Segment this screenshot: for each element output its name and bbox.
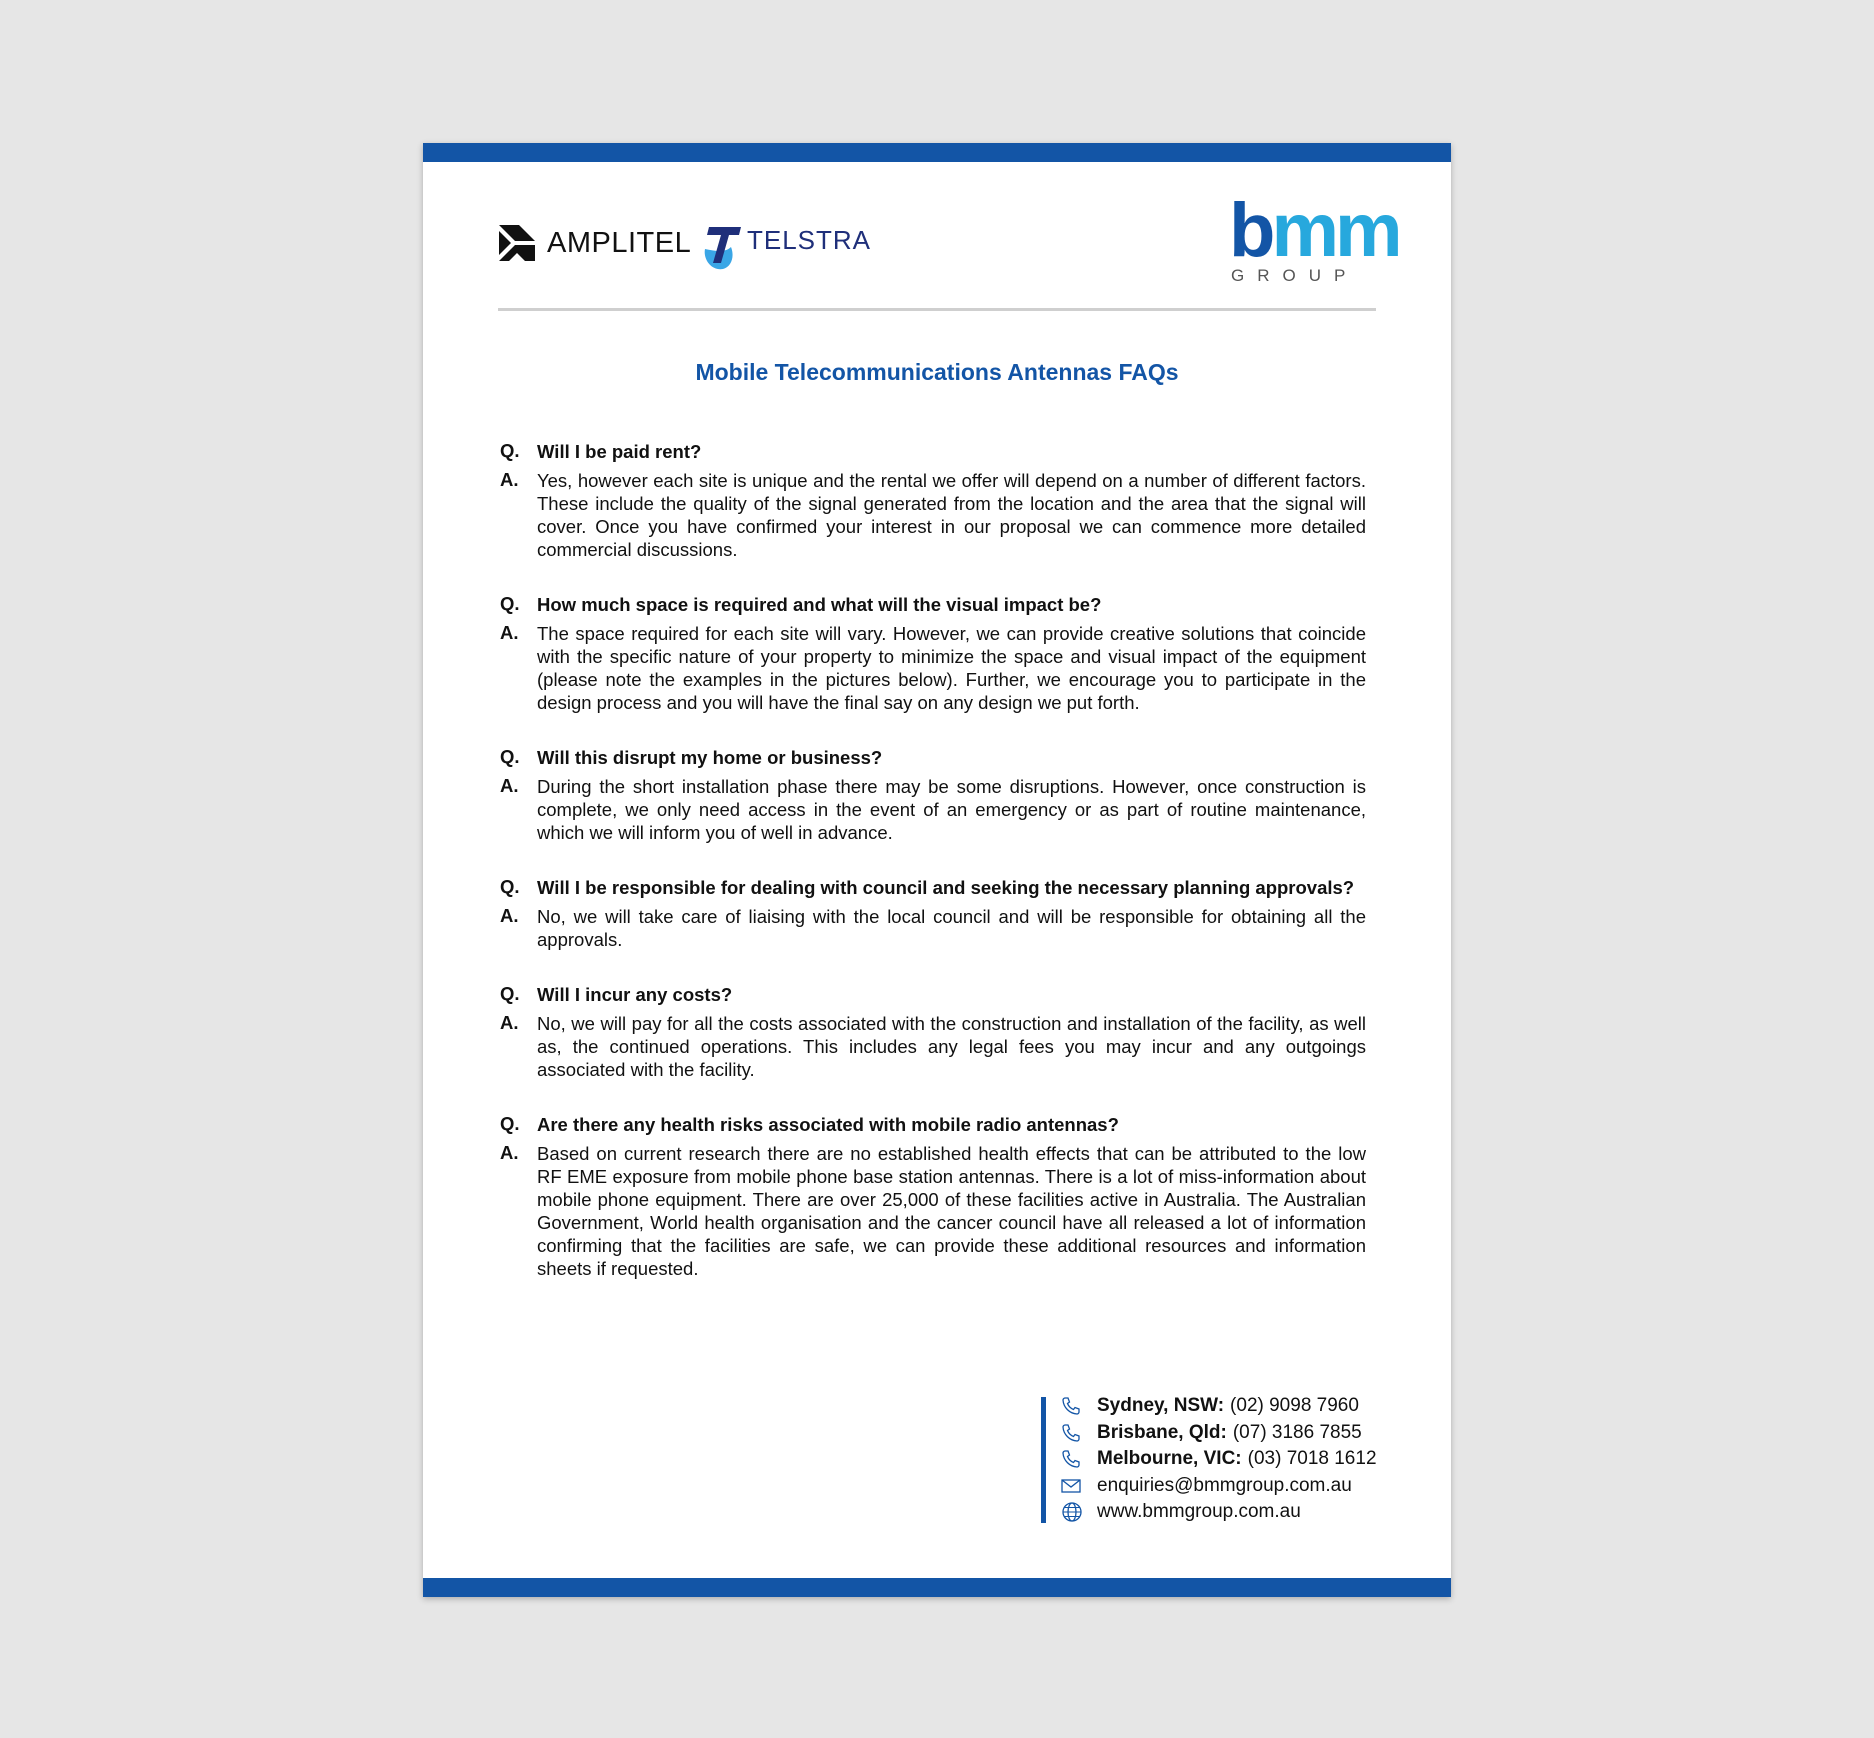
answer-tag: A.: [500, 1142, 519, 1163]
faq-answer: No, we will pay for all the costs associated with the construction and installation of the facility, as well as, the continued operations. This includes any legal fees you may incur and any outgoings associated with the facility.: [537, 1013, 1366, 1080]
faq-answer: No, we will take care of liaising with the local council and will be responsible for obtaining all the approvals.: [537, 906, 1366, 950]
question-tag: Q.: [500, 876, 520, 897]
faq-question: Will this disrupt my home or business?: [537, 747, 883, 768]
contact-accent-line: [1041, 1397, 1046, 1523]
contact-phone-sydney[interactable]: [1061, 1393, 1441, 1420]
faq-answer: Based on current research there are no established health effects that can be attributed to the low RF EME exposure from mobile phone base station antennas. There is a lot of miss-information about mobile phone equipment. There are over 25,000 of these facilities active in Australia. The Australian Government, World health organisation and the cancer council have all released a lot of information confirming that the facilities are safe, we can provide these additional resources and information sheets if requested.: [537, 1143, 1366, 1279]
amplitel-logo: [497, 223, 691, 263]
bmm-group-logo: [1229, 188, 1399, 285]
phone-number: (03) 7018 1612: [1247, 1448, 1377, 1470]
faq-question: Will I be paid rent?: [537, 441, 702, 462]
telstra-wordmark: TELSTRA: [747, 225, 872, 255]
contact-website[interactable]: [1061, 1499, 1441, 1526]
question-tag: Q.: [500, 593, 520, 614]
answer-tag: A.: [500, 1012, 519, 1033]
faq-question: Are there any health risks associated with mobile radio antennas?: [537, 1114, 1119, 1135]
phone-icon: [1061, 1448, 1087, 1470]
telstra-t-icon: [701, 223, 743, 271]
answer-tag: A.: [500, 775, 519, 796]
email-address: enquiries@bmmgroup.com.au: [1097, 1474, 1352, 1496]
faq-list: [500, 440, 1366, 1312]
faq-item: [500, 876, 1366, 951]
answer-tag: A.: [500, 469, 519, 490]
faq-question: Will I incur any costs?: [537, 984, 733, 1005]
faq-question: Will I be responsible for dealing with council and seeking the necessary planning approvals?: [537, 877, 1355, 898]
contact-email[interactable]: [1061, 1473, 1441, 1500]
question-tag: Q.: [500, 1113, 520, 1134]
amplitel-mark-icon: [497, 223, 537, 263]
bmm-group-label: GROUP: [1231, 266, 1359, 285]
globe-icon: [1061, 1501, 1087, 1523]
question-tag: Q.: [500, 983, 520, 1004]
bottom-color-bar: [423, 1578, 1451, 1597]
website-url: www.bmmgroup.com.au: [1097, 1501, 1301, 1523]
amplitel-wordmark: AMPLITEL: [547, 226, 692, 259]
phone-label: Brisbane, Qld:: [1097, 1421, 1227, 1443]
faq-answer: The space required for each site will vary. However, we can provide creative solutions that coincide with the specific nature of your property to minimize the space and visual impact of the equipment (please note the examples in the pictures below). Further, we encourage you to participate in the design process and you will have the final say on any design we put forth.: [537, 623, 1366, 713]
faq-item: [500, 746, 1366, 844]
top-color-bar: [423, 143, 1451, 162]
contact-phone-brisbane[interactable]: [1061, 1420, 1441, 1447]
phone-number: (02) 9098 7960: [1230, 1395, 1359, 1417]
faq-item: [500, 1113, 1366, 1280]
phone-icon: [1061, 1422, 1087, 1444]
faq-item: [500, 440, 1366, 561]
question-tag: Q.: [500, 440, 520, 461]
mail-icon: [1061, 1475, 1087, 1497]
phone-number: (07) 3186 7855: [1232, 1421, 1362, 1443]
contact-phone-melbourne[interactable]: [1061, 1446, 1441, 1473]
question-tag: Q.: [500, 746, 520, 767]
phone-label: Melbourne, VIC:: [1097, 1448, 1242, 1470]
faq-answer: During the short installation phase there may be some disruptions. However, once construction is complete, we only need access in the event of an emergency or as part of routine maintenance, which we will inform you of well in advance.: [537, 776, 1366, 843]
page-title: Mobile Telecommunications Antennas FAQs: [695, 359, 1179, 385]
faq-item: [500, 983, 1366, 1081]
phone-icon: [1061, 1395, 1087, 1417]
answer-tag: A.: [500, 622, 519, 643]
faq-answer: Yes, however each site is unique and the rental we offer will depend on a number of different factors. These include the quality of the signal generated from the location and the area that the signal will cover. Once you have confirmed your interest in our proposal we can commence more detailed commercial discussions.: [537, 470, 1366, 560]
document-page: [423, 143, 1451, 1597]
faq-question: How much space is required and what will the visual impact be?: [537, 594, 1102, 615]
bmm-wordmark: bmm: [1229, 188, 1399, 273]
phone-label: Sydney, NSW:: [1097, 1395, 1225, 1417]
faq-item: [500, 593, 1366, 714]
telstra-logo: [701, 223, 871, 271]
answer-tag: A.: [500, 905, 519, 926]
header-divider: [498, 308, 1376, 311]
